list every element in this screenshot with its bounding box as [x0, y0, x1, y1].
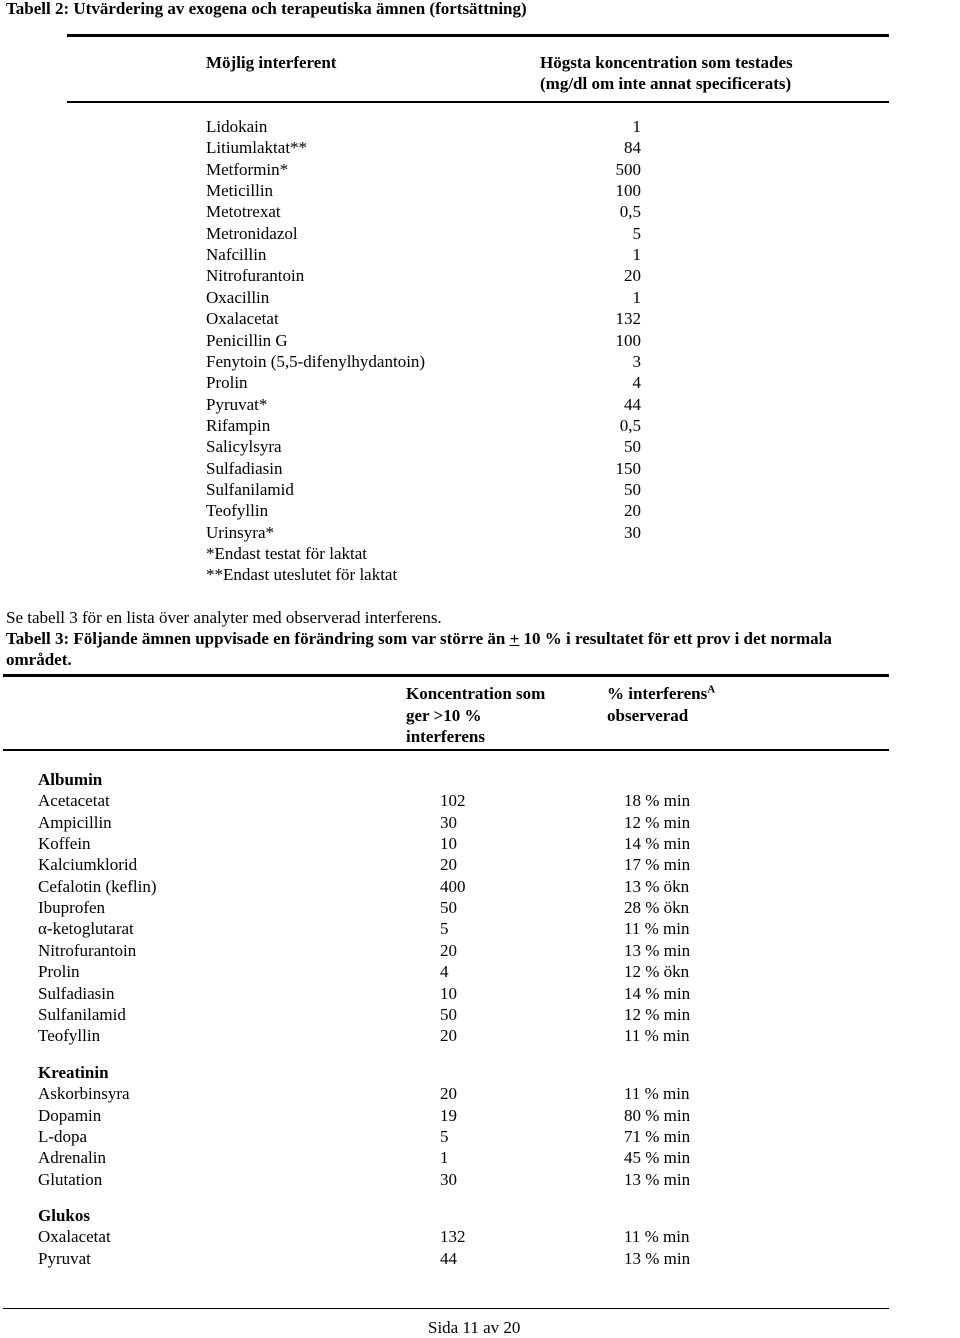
table3-title: [6, 628, 832, 649]
table3-row-interference: 14 % min: [624, 834, 691, 853]
table3-row-name: Sulfanilamid: [38, 1005, 126, 1024]
table3-row-interference: 71 % min: [624, 1127, 691, 1146]
table2-row-value: 100: [615, 181, 641, 200]
table2-row-value: 50: [624, 437, 641, 456]
table2-footnote-1: *Endast testat för laktat: [206, 544, 367, 563]
table3-col2-header-line2: ger >10 %: [406, 706, 482, 725]
table3-row-concentration: 20: [440, 1026, 457, 1045]
table2-col2-header-line2: (mg/dl om inte annat specificerats): [540, 74, 792, 93]
table3-row-interference: 11 % min: [624, 1227, 690, 1246]
table2-row-value: 1: [632, 117, 641, 136]
table3-row-name: Prolin: [38, 962, 80, 981]
table3-top-rule: [3, 674, 889, 677]
table3-row-name: Ampicillin: [38, 813, 112, 832]
table3-row-interference: 18 % min: [624, 791, 691, 810]
table3-row-interference: 17 % min: [624, 855, 691, 874]
table3-row-name: Teofyllin: [38, 1026, 101, 1045]
table3-row-interference: 45 % min: [624, 1148, 691, 1167]
table3-group-heading: Kreatinin: [38, 1063, 109, 1082]
table3-row-name: Sulfadiasin: [38, 984, 115, 1003]
table3-row-concentration: 19: [440, 1106, 457, 1125]
table2-col1-header: Möjlig interferent: [206, 53, 337, 72]
table3-row-name: Cefalotin (keflin): [38, 877, 157, 896]
table3-row-name: L-dopa: [38, 1127, 88, 1146]
table2-row-name: Lidokain: [206, 117, 268, 136]
table3-row-concentration: 102: [440, 791, 466, 810]
table2-row-value: 50: [624, 480, 641, 499]
table3-row-concentration: 132: [440, 1227, 466, 1246]
table3-row-concentration: 44: [440, 1249, 457, 1268]
table2-col2-header-line1: Högsta koncentration som testades: [540, 53, 793, 72]
table3-row-concentration: 20: [440, 855, 457, 874]
table3-row-interference: 12 % min: [624, 1005, 691, 1024]
table2-row-name: Penicillin G: [206, 331, 288, 350]
table2-row-name: Metformin*: [206, 160, 289, 179]
table2-row-value: 20: [624, 266, 641, 285]
table3-row-interference: 13 % min: [624, 1170, 691, 1189]
table3-row-name: Kalciumklorid: [38, 855, 138, 874]
table3-row-name: Dopamin: [38, 1106, 102, 1125]
table3-row-concentration: 10: [440, 834, 457, 853]
table2-row-name: Urinsyra*: [206, 523, 274, 542]
table3-row-name: Adrenalin: [38, 1148, 106, 1167]
table3-row-name: Askorbinsyra: [38, 1084, 130, 1103]
table2-footnote-2: **Endast uteslutet för laktat: [206, 565, 398, 584]
table3-row-concentration: 20: [440, 1084, 457, 1103]
table2-row-name: Teofyllin: [206, 501, 269, 520]
table3-row-interference: 80 % min: [624, 1106, 691, 1125]
table2-row-name: Pyruvat*: [206, 395, 268, 414]
table2-row-value: 100: [615, 331, 641, 350]
table3-row-interference: 13 % min: [624, 1249, 691, 1268]
table2-row-value: 4: [632, 373, 641, 392]
footer-rule: [3, 1308, 889, 1309]
table3-row-concentration: 5: [440, 1127, 449, 1146]
table3-row-interference: 13 % ökn: [624, 877, 690, 896]
table3-row-name: Pyruvat: [38, 1249, 91, 1268]
table3-row-interference: 11 % min: [624, 1026, 690, 1045]
table3-row-concentration: 400: [440, 877, 466, 896]
table2-header-rule: [67, 101, 889, 103]
table2-row-name: Meticillin: [206, 181, 274, 200]
table3-row-concentration: 4: [440, 962, 449, 981]
table2-row-name: Sulfanilamid: [206, 480, 294, 499]
table3-row-concentration: 50: [440, 1005, 457, 1024]
table3-row-interference: 11 % min: [624, 919, 690, 938]
table3-row-concentration: 5: [440, 919, 449, 938]
page-number: Sida 11 av 20: [428, 1318, 521, 1337]
table2-row-value: 5: [632, 224, 641, 243]
table2-row-value: 84: [624, 138, 641, 157]
table3-col2-header-line3: interferens: [406, 727, 485, 746]
table3-title-post: 10 % i resultatet för ett prov i det normala: [519, 629, 832, 648]
table3-row-interference: 12 % min: [624, 813, 691, 832]
table3-row-name: Glutation: [38, 1170, 103, 1189]
table3-reference-note: Se tabell 3 för en lista över analyter med observerad interferens.: [6, 608, 442, 627]
table2-row-name: Metronidazol: [206, 224, 298, 243]
table2-row-name: Salicylsyra: [206, 437, 282, 456]
table3-col3-header-text: % interferens: [607, 684, 708, 703]
table2-row-name: Nitrofurantoin: [206, 266, 305, 285]
table3-row-name: Ibuprofen: [38, 898, 106, 917]
table2-row-name: Litiumlaktat**: [206, 138, 308, 157]
table2-row-name: Fenytoin (5,5-difenylhydantoin): [206, 352, 426, 371]
table3-row-name: α-ketoglutarat: [38, 919, 134, 938]
table2-row-value: 20: [624, 501, 641, 520]
table2-row-value: 500: [615, 160, 641, 179]
table2-row-name: Rifampin: [206, 416, 271, 435]
table3-row-concentration: 30: [440, 1170, 457, 1189]
table3-row-interference: 14 % min: [624, 984, 691, 1003]
table2-row-value: 3: [632, 352, 641, 371]
table2-row-name: Metotrexat: [206, 202, 281, 221]
table2-row-name: Oxacillin: [206, 288, 270, 307]
table3-row-name: Oxalacetat: [38, 1227, 111, 1246]
table3-row-concentration: 20: [440, 941, 457, 960]
table3-col3-header-footnote-marker: A: [707, 683, 716, 696]
table3-row-interference: 28 % ökn: [624, 898, 690, 917]
table2-title: Tabell 2: Utvärdering av exogena och terapeutiska ämnen (fortsättning): [6, 0, 527, 18]
table3-col2-header-line1: Koncentration som: [406, 684, 546, 703]
table2-row-name: Nafcillin: [206, 245, 267, 264]
table2-row-value: 0,5: [619, 416, 641, 435]
table2-row-value: 1: [632, 288, 641, 307]
table3-row-interference: 12 % ökn: [624, 962, 690, 981]
table2-row-value: 132: [615, 309, 641, 328]
table2-row-name: Oxalacetat: [206, 309, 279, 328]
table3-title-pre: Tabell 3: Följande ämnen uppvisade en förändring som var större än: [6, 629, 510, 648]
table2-row-name: Prolin: [206, 373, 248, 392]
table3-row-concentration: 10: [440, 984, 457, 1003]
table3-row-name: Nitrofurantoin: [38, 941, 137, 960]
table3-row-concentration: 30: [440, 813, 457, 832]
table2-row-value: 1: [632, 245, 641, 264]
table3-group-heading: Glukos: [38, 1206, 90, 1225]
table2-top-rule: [67, 34, 889, 37]
table2-row-value: 44: [624, 395, 641, 414]
table2-row-value: 150: [615, 459, 641, 478]
table3-header-rule: [3, 749, 889, 751]
table3-row-name: Acetacetat: [38, 791, 110, 810]
table3-row-concentration: 50: [440, 898, 457, 917]
table2-row-name: Sulfadiasin: [206, 459, 283, 478]
table3-row-concentration: 1: [440, 1148, 449, 1167]
table2-row-value: 0,5: [619, 202, 641, 221]
table3-group-heading: Albumin: [38, 770, 103, 789]
table3-col3-header-line2: observerad: [607, 706, 689, 725]
table3-title-line2: området.: [6, 650, 72, 669]
table3-row-interference: 13 % min: [624, 941, 691, 960]
table3-col3-header-line1: [607, 683, 715, 704]
table3-row-name: Koffein: [38, 834, 91, 853]
table3-title-plusminus: +: [509, 629, 520, 648]
table2-row-value: 30: [624, 523, 641, 542]
table3-row-interference: 11 % min: [624, 1084, 690, 1103]
